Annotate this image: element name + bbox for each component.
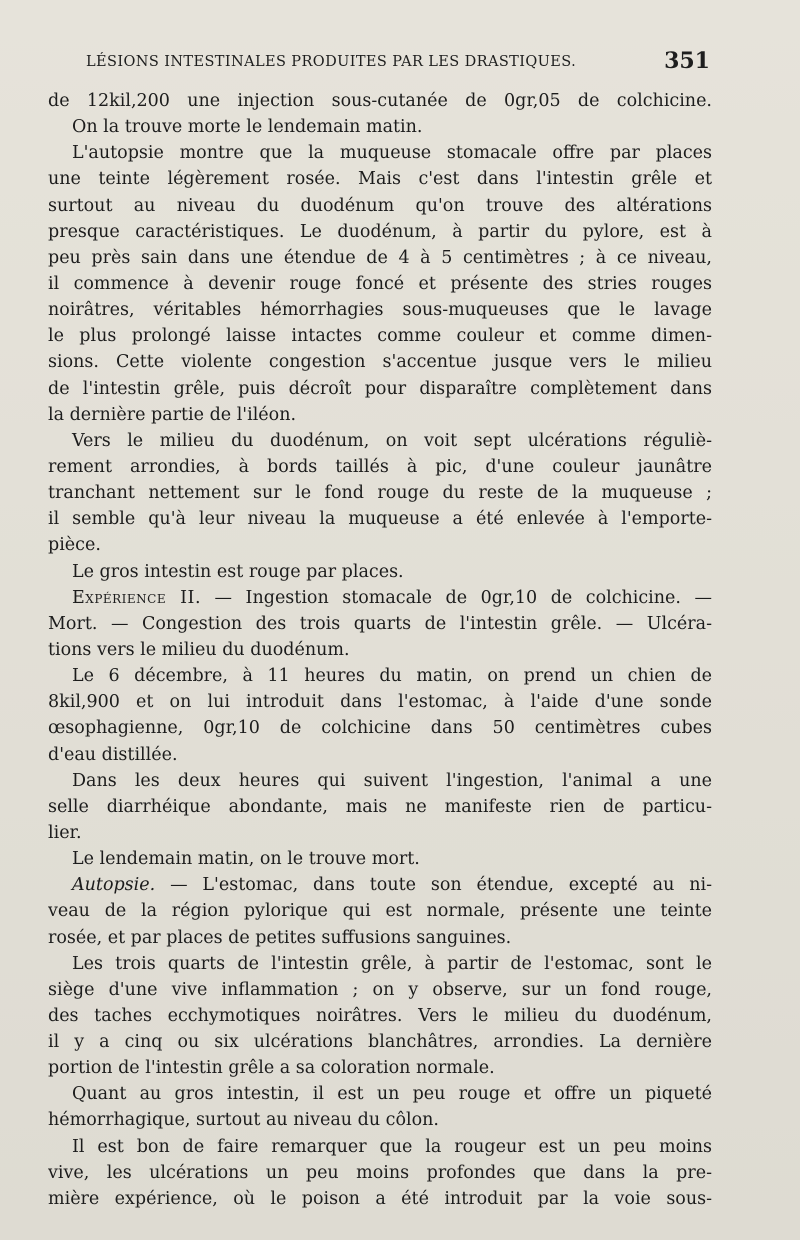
text-line: il y a cinq ou six ulcérations blanchâtres, arrondies. La dernière <box>48 1032 712 1053</box>
text-line: la dernière partie de l'iléon. <box>48 404 297 425</box>
text-line: des taches ecchymotiques noirâtres. Vers le milieu du duodénum, <box>48 1005 712 1026</box>
text-line: siège d'une vive inflammation ; on y observe, sur un fond rouge, <box>48 979 712 1000</box>
text-line: peu près sain dans une étendue de 4 à 5 centimètres ; à ce niveau, <box>48 247 712 268</box>
text-line: Mort. — Congestion des trois quarts de l'intestin grêle. — Ulcéra- <box>48 613 712 634</box>
text-line: Les trois quarts de l'intestin grêle, à partir de l'estomac, sont le <box>72 953 712 974</box>
text-line: il semble qu'à leur niveau la muqueuse a été enlevée à l'emporte- <box>48 509 712 530</box>
text-line: mière expérience, où le poison a été introduit par la voie sous- <box>48 1188 712 1209</box>
text-line: noirâtres, véritables hémorrhagies sous-muqueuses que le lavage <box>48 300 712 321</box>
text-line: rosée, et par places de petites suffusions sanguines. <box>48 927 512 948</box>
text-line: le plus prolongé laisse intactes comme couleur et comme dimen- <box>48 326 712 347</box>
text-line: surtout au niveau du duodénum qu'on trouve des altérations <box>48 195 712 216</box>
text-line: sions. Cette violente congestion s'accentue jusque vers le milieu <box>48 352 712 373</box>
text-line: tions vers le milieu du duodénum. <box>48 639 350 660</box>
text-line: Vers le milieu du duodénum, on voit sept ulcérations réguliè- <box>72 430 712 451</box>
text-line: vive, les ulcérations un peu moins profondes que dans la pre- <box>48 1162 712 1183</box>
text-line: Il est bon de faire remarquer que la rougeur est un peu moins <box>72 1136 712 1157</box>
text-line: lier. <box>48 822 82 843</box>
text-line: Quant au gros intestin, il est un peu rouge et offre un piqueté <box>72 1084 712 1105</box>
text-line: presque caractéristiques. Le duodénum, à partir du pylore, est à <box>48 221 712 242</box>
autopsie-heading-line <box>48 872 712 898</box>
text-line: 8kil,900 et on lui introduit dans l'estomac, à l'aide d'une sonde <box>48 692 712 713</box>
text-line: il commence à devenir rouge foncé et présente des stries rouges <box>48 273 712 294</box>
page-body <box>48 88 712 1212</box>
text-line: L'autopsie montre que la muqueuse stomacale offre par places <box>72 143 712 164</box>
text-line: veau de la région pylorique qui est normale, présente une teinte <box>48 901 712 922</box>
text-line: On la trouve morte le lendemain matin. <box>72 117 423 138</box>
text-line: Le 6 décembre, à 11 heures du matin, on prend un chien de <box>72 666 712 687</box>
text-line: tranchant nettement sur le fond rouge du reste de la muqueuse ; <box>48 483 712 504</box>
text-line: hémorrhagique, surtout au niveau du côlon. <box>48 1110 439 1131</box>
running-header <box>86 48 710 78</box>
text-line: de l'intestin grêle, puis décroît pour disparaître complètement dans <box>48 378 712 399</box>
text-line: pièce. <box>48 535 101 556</box>
text-line: selle diarrhéique abondante, mais ne manifeste rien de particu- <box>48 796 712 817</box>
text-line: — Ingestion stomacale de 0gr,10 de colchicine. — <box>214 587 712 608</box>
text-line: œsophagienne, 0gr,10 de colchicine dans 50 centimètres cubes <box>48 718 712 739</box>
text-line: Dans les deux heures qui suivent l'ingestion, l'animal a une <box>72 770 712 791</box>
text-line: d'eau distillée. <box>48 744 178 765</box>
running-title: LÉSIONS INTESTINALES PRODUITES PAR LES DRASTIQUES. <box>86 54 577 70</box>
text-line: Le gros intestin est rouge par places. <box>72 561 404 582</box>
text-line: portion de l'intestin grêle a sa coloration normale. <box>48 1058 495 1079</box>
page-number: 351 <box>664 48 710 74</box>
text-line: Le lendemain matin, on le trouve mort. <box>72 849 420 870</box>
text-line: une teinte légèrement rosée. Mais c'est dans l'intestin grêle et <box>48 169 712 190</box>
experience-heading-line <box>48 585 712 611</box>
text-line: — L'estomac, dans toute son étendue, excepté au ni- <box>170 875 712 896</box>
text-line: de 12kil,200 une injection sous-cutanée de 0gr,05 de colchicine. <box>48 91 712 111</box>
experience-label: Expérience II. <box>72 587 202 608</box>
autopsie-label: Autopsie. <box>72 875 156 896</box>
text-line: rement arrondies, à bords taillés à pic, d'une couleur jaunâtre <box>48 456 712 477</box>
